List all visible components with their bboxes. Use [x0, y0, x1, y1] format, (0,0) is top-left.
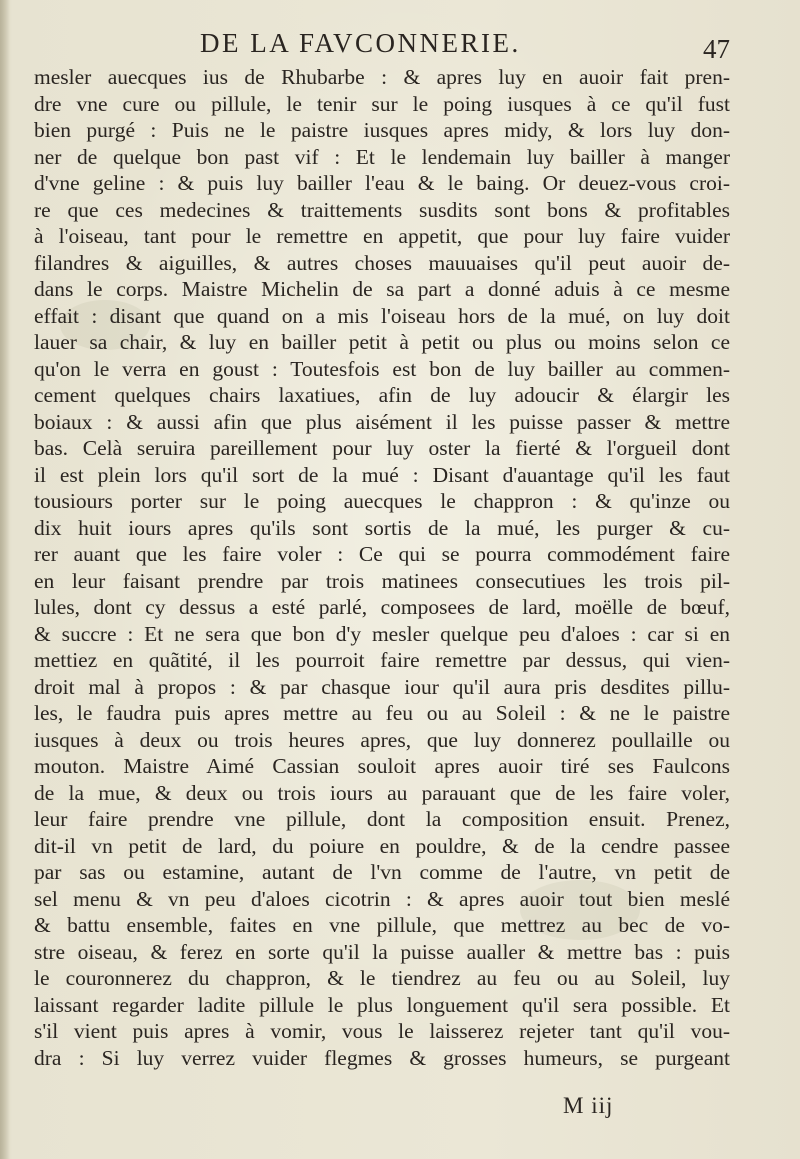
text-line: par sas ou estamine, autant de l'vn comme de l'autre, vn petit de: [34, 860, 730, 884]
text-line: à l'oiseau, tant pour le remettre en appetit, que pour luy faire vuider: [34, 224, 730, 248]
text-line: cement quelques chairs laxatiues, afin de luy adoucir & élargir les: [34, 383, 730, 407]
text-line: rer auant que les faire voler : Ce qui se pourra commodément faire: [34, 542, 730, 566]
running-title: DE LA FAVCONNERIE.: [200, 28, 521, 58]
text-line: dit-il vn petit de lard, du poiure en pouldre, & de la cendre passee: [34, 833, 730, 858]
text-line: d'vne geline : & puis luy bailler l'eau & le baing. Or deuez-vous croi-: [34, 171, 730, 195]
body-text: [34, 64, 730, 1071]
text-line: bien purgé : Puis ne le paistre iusques apres midy, & lors luy don-: [34, 118, 730, 142]
text-line: dix huit iours apres qu'ils sont sortis de la mué, les purger & cu-: [34, 515, 730, 540]
text-line: lauer sa chair, & luy en bailler petit à petit ou plus ou moins selon ce: [34, 330, 730, 354]
text-line: mesler auecques ius de Rhubarbe : & apres luy en auoir fait pren-: [34, 65, 730, 89]
text-line: le couronnerez du chappron, & le tiendrez au feu ou au Soleil, luy: [34, 966, 730, 990]
text-line: mouton. Maistre Aimé Cassian souloit apres auoir tiré ses Faulcons: [34, 754, 730, 778]
text-line: stre oiseau, & ferez en sorte qu'il la puisse aualler & mettre bas : puis: [34, 939, 730, 964]
text-line: tousiours porter sur le poing auecques le chappron : & qu'inze ou: [34, 489, 730, 513]
text-line: boiaux : & aussi afin que plus aisément il les puisse passer & mettre: [34, 409, 730, 434]
text-line: mettiez en quãtité, il les pourroit faire remettre par dessus, qui vien-: [34, 648, 730, 672]
signature-mark: M iij: [563, 1093, 614, 1118]
text-line: bas. Celà seruira pareillement pour luy oster la fierté & l'orgueil dont: [34, 436, 730, 460]
text-line: droit mal à propos : & par chasque iour qu'il aura pris desdites pillu-: [34, 674, 730, 699]
text-line: de la mue, & deux ou trois iours au parauant que de les faire voler,: [34, 780, 730, 805]
text-line: iusques à deux ou trois heures apres, que luy donnerez poullaille ou: [34, 727, 730, 752]
text-line: filandres & aiguilles, & autres choses mauuaises qu'il peut auoir de-: [34, 250, 730, 275]
text-line: effait : disant que quand on a mis l'oiseau hors de la mué, on luy doit: [34, 303, 730, 328]
text-line: dra : Si luy verrez vuider flegmes & grosses humeurs, se purgeant: [34, 1045, 730, 1070]
text-line: qu'on le verra en goust : Toutesfois est bon de luy bailler au commen-: [34, 356, 730, 381]
text-line: & succre : Et ne sera que bon d'y mesler quelque peu d'aloes : car si en: [34, 621, 730, 646]
text-line: dre vne cure ou pillule, le tenir sur le poing iusques à ce qu'il fust: [34, 91, 730, 116]
text-line: laissant regarder ladite pillule le plus longuement qu'il sera possible. Et: [34, 992, 730, 1017]
text-line: dans le corps. Maistre Michelin de sa part a donné aduis à ce mesme: [34, 277, 730, 301]
text-line: sel menu & vn peu d'aloes cicotrin : & apres auoir tout bien meslé: [34, 886, 730, 911]
text-line: en leur faisant prendre par trois matinees consecutiues les trois pil-: [34, 568, 730, 593]
page-number: 47: [703, 34, 730, 64]
text-line: re que ces medecines & traittements susdits sont bons & profitables: [34, 197, 730, 222]
text-line: les, le faudra puis apres mettre au feu ou au Soleil : & ne le paistre: [34, 701, 730, 725]
text-line: il est plein lors qu'il sort de la mué : Disant d'auantage qu'il les faut: [34, 462, 730, 487]
text-line: ner de quelque bon past vif : Et le lendemain luy bailler à manger: [34, 144, 730, 169]
text-line: lules, dont cy dessus a esté parlé, composees de lard, moëlle de bœuf,: [34, 595, 730, 619]
running-header: [0, 28, 800, 64]
text-line: & battu ensemble, faites en vne pillule, que mettrez au bec de vo-: [34, 913, 730, 937]
page-gutter-shadow: [0, 0, 10, 1159]
text-line: leur faire prendre vne pillule, dont la composition ensuit. Prenez,: [34, 807, 730, 831]
text-line: s'il vient puis apres à vomir, vous le laisserez rejeter tant qu'il vou-: [34, 1019, 730, 1043]
